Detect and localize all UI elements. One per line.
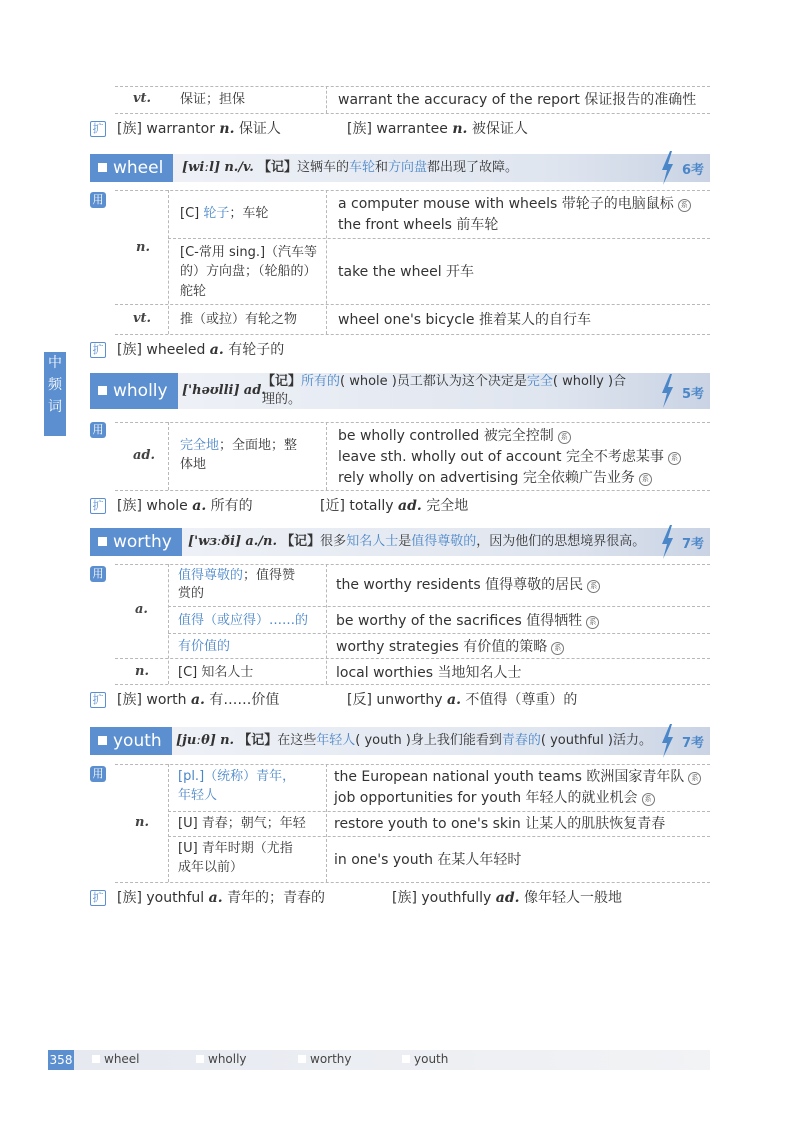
example-text: worthy strategies 有价值的策略 系 (336, 637, 564, 657)
lightning-icon (660, 151, 674, 185)
lightning-icon (660, 724, 674, 758)
sense-text: [U] 青年时期（尤指 (178, 841, 293, 856)
extension-item: [反] unworthy a. 不值得（尊重）的 (347, 692, 578, 708)
sense-text: [C-常用 sing.]（汽车等 (180, 245, 318, 260)
extension-item: [近] totally ad. 完全地 (320, 498, 469, 514)
example-text: local worthies 当地知名人士 (336, 665, 522, 681)
headword: wheel (90, 154, 173, 182)
headword: worthy (90, 528, 182, 556)
entry-header (90, 373, 710, 409)
entry-header (90, 154, 710, 182)
entry-header (90, 727, 710, 755)
footer-word[interactable]: worthy (298, 1052, 352, 1066)
audio-icon[interactable]: 系 (678, 199, 691, 212)
sense-text: [U] 青春；朝气；年轻 (178, 816, 306, 831)
memo-line: 理的。 (262, 392, 302, 407)
memo-line: ['wɜːði] a./n. 【记】很多知名人士是值得尊敬的，因为他们的思想境界很高。 (188, 534, 646, 549)
extension-item: [族] worth a. 有……价值 (117, 692, 280, 708)
lightning-icon (660, 525, 674, 559)
footer-word[interactable]: wheel (92, 1052, 140, 1066)
audio-icon[interactable]: 系 (558, 431, 571, 444)
extension-item: [族] warrantee n. 被保证人 (347, 121, 528, 137)
sense-text: 的）方向盘；（轮船的） (180, 264, 317, 279)
example-text: rely wholly on advertising 完全依赖广告业务 系 (338, 468, 652, 488)
exam-count: 6考 (681, 163, 704, 178)
pos-label: n. (135, 815, 149, 830)
usage-icon: 用 (90, 766, 106, 782)
sense-text: 推（或拉）有轮之物 (180, 312, 298, 327)
audio-icon[interactable]: 系 (642, 793, 655, 806)
extension-item: [族] wheeled a. 有轮子的 (117, 342, 285, 358)
exam-count: 7考 (681, 537, 704, 552)
phonetic: ['həʊlli] ad. (182, 383, 266, 398)
side-tab-frequency (44, 352, 66, 436)
pos-label: n. (135, 664, 149, 679)
example-text: in one's youth 在某人年轻时 (334, 852, 522, 868)
headword: wholly (90, 373, 178, 409)
sense-text: 值得尊敬的；值得赞 (178, 568, 296, 583)
memo-line: [juːθ] n. 【记】在这些年轻人( youth )身上我们能看到青春的( youthful )活力。 (176, 733, 652, 748)
extension-icon: 扩 (90, 121, 106, 137)
sense-text: 有价值的 (178, 639, 231, 654)
usage-icon: 用 (90, 566, 106, 582)
extension-item: [族] youthfully ad. 像年轻人一般地 (392, 890, 622, 906)
sense-text: [pl.]（统称）青年， (178, 769, 296, 784)
example-text: the European national youth teams 欧洲国家青年队 系 (334, 767, 701, 787)
audio-icon[interactable]: 系 (551, 642, 564, 655)
pos-label: a. (135, 602, 148, 617)
sense-text: [C] 知名人士 (178, 665, 254, 680)
example-text: job opportunities for youth 年轻人的就业机会 系 (334, 788, 655, 808)
usage-icon: 用 (90, 192, 106, 208)
extension-icon: 扩 (90, 498, 106, 514)
extension-icon: 扩 (90, 890, 106, 906)
example-text: a computer mouse with wheels 带轮子的电脑鼠标 系 (338, 194, 691, 214)
extension-icon: 扩 (90, 692, 106, 708)
example-text: restore youth to one's skin 让某人的肌肤恢复青春 (334, 816, 666, 832)
extension-icon: 扩 (90, 342, 106, 358)
exam-count: 5考 (681, 387, 704, 402)
sense-text: [C] 轮子；车轮 (180, 206, 269, 221)
example-text: the front wheels 前车轮 (338, 217, 499, 233)
pos-label: n. (136, 240, 150, 255)
example-text: be wholly controlled 被完全控制 系 (338, 426, 571, 446)
example-text: leave sth. wholly out of account 完全不考虑某事 系 (338, 447, 681, 467)
pos-label: vt. (133, 311, 152, 326)
memo-line: 【记】所有的( whole )员工都认为这个决定是完全( wholly )合 (262, 374, 627, 389)
sense-text: 完全地；全面地；整 (180, 438, 298, 453)
audio-icon[interactable]: 系 (586, 616, 599, 629)
side-tab-char-1: 中 (48, 355, 62, 371)
extension-item: [族] whole a. 所有的 (117, 498, 253, 514)
audio-icon[interactable]: 系 (668, 452, 681, 465)
example-text: wheel one's bicycle 推着某人的自行车 (338, 312, 591, 328)
sense-text: 成年以前） (178, 860, 244, 875)
audio-icon[interactable]: 系 (688, 772, 701, 785)
example-text: warrant the accuracy of the report 保证报告的准确性 (338, 92, 697, 108)
usage-icon: 用 (90, 422, 106, 438)
lightning-icon (660, 374, 674, 408)
side-tab-char-2: 频 (48, 377, 62, 393)
pos-label: vt. (133, 91, 152, 106)
page-number: 358 (48, 1050, 74, 1070)
sense-text: 值得（或应得）……的 (178, 613, 309, 628)
footer-word[interactable]: wholly (196, 1052, 247, 1066)
audio-icon[interactable]: 系 (587, 580, 600, 593)
memo-line: [wiːl] n./v. 【记】这辆车的车轮和方向盘都出现了故障。 (182, 160, 519, 175)
sense-text: 年轻人 (178, 788, 218, 803)
footer-word[interactable]: youth (402, 1052, 448, 1066)
side-tab-char-3: 词 (48, 399, 62, 415)
headword: youth (90, 727, 172, 755)
example-text: be worthy of the sacrifices 值得牺牲 系 (336, 611, 599, 631)
example-text: the worthy residents 值得尊敬的居民 系 (336, 575, 600, 595)
audio-icon[interactable]: 系 (639, 473, 652, 486)
sense-text: 体地 (180, 457, 207, 472)
sense-text: 赏的 (178, 586, 205, 601)
entry-header (90, 528, 710, 556)
pos-label: ad. (133, 448, 156, 463)
sense-text: 保证；担保 (180, 92, 246, 107)
extension-item: [族] youthful a. 青年的；青春的 (117, 890, 326, 906)
extension-item: [族] warrantor n. 保证人 (117, 121, 281, 137)
footer-bar (50, 1050, 710, 1070)
sense-text: 舵轮 (180, 284, 207, 299)
example-text: take the wheel 开车 (338, 264, 475, 280)
exam-count: 7考 (681, 736, 704, 751)
